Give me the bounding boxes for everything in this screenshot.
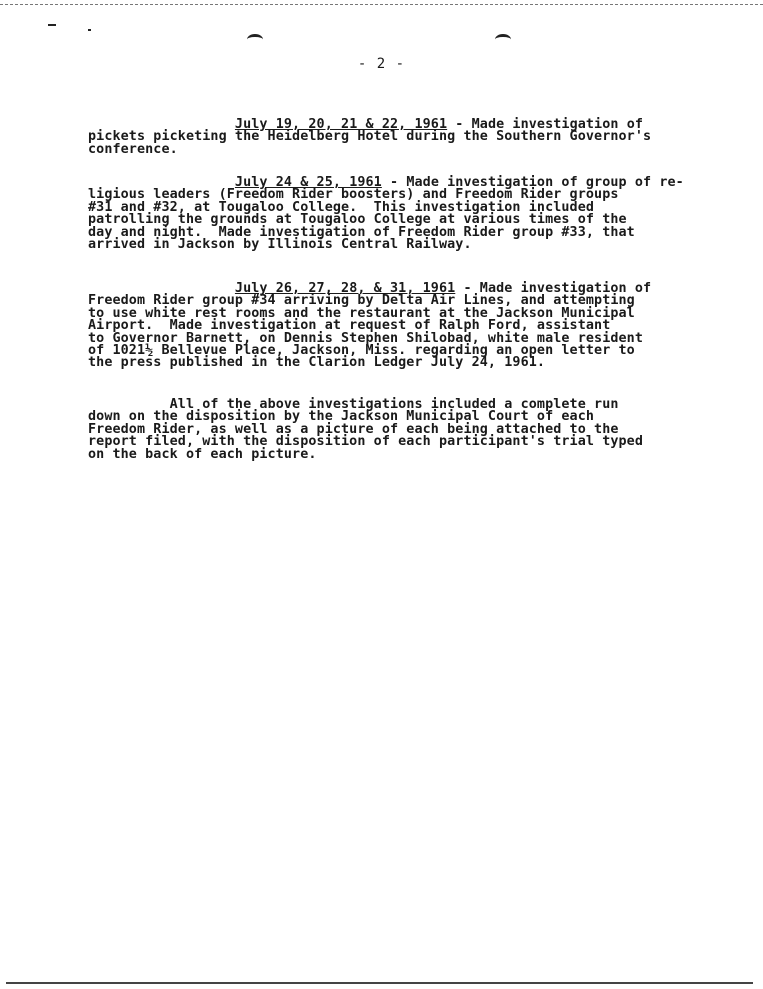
paragraph-airport bbox=[88, 283, 703, 370]
paragraph-date: July 19, 20, 21 & 22, 1961 bbox=[234, 117, 448, 132]
paragraph-date: July 24 & 25, 1961 bbox=[234, 175, 382, 190]
paragraph-body: All of the above investigations included a complete run down on the disposition by the Jackson Municipal Court of each Freedom Rider, as well as a picture of each being attached to the report filed, with the disposition of each participant's trial typed on the back of each picture. bbox=[88, 397, 644, 462]
bottom-edge-rule bbox=[6, 982, 753, 984]
paragraph-date: July 26, 27, 28, & 31, 1961 bbox=[234, 281, 456, 296]
paragraph-body: - Made investigation of Freedom Rider group #34 arriving by Delta Air Lines, and attempting to use white rest rooms and the restaurant at the Jackson Municipal Airport. Made investigation at request of Ralph Ford, assistant to Governor Barnett, on Dennis Stephen Shilobad, white male resident of 1021½ Bellevue Place, Jackson, Miss. regarding an open letter to the press published in the Clarion Ledger July 24, 1961. bbox=[88, 281, 652, 371]
paragraph-tougaloo bbox=[88, 177, 703, 251]
punch-mark-right bbox=[495, 34, 511, 45]
scan-speck bbox=[48, 24, 56, 26]
punch-mark-left bbox=[247, 34, 263, 45]
page-number: - 2 - bbox=[357, 56, 406, 72]
paragraph-heidelberg bbox=[88, 119, 703, 156]
paragraph-body: - Made investigation of pickets picketing the Heidelberg Hotel during the Southern Governor's conference. bbox=[88, 117, 652, 157]
paragraph-summary bbox=[88, 399, 703, 461]
scan-speck bbox=[88, 29, 91, 31]
top-edge-dashes bbox=[0, 4, 763, 5]
paragraph-body: - Made investigation of group of re- ligious leaders (Freedom Rider boosters) and Freedom Rider groups #31 and #32, at Tougaloo College. This investigation included patrolling the grounds at Tougaloo College at various times of the day and night. Made investigation of Freedom Rider group #33, that arrived in Jackson by Illinois Central Railway. bbox=[88, 175, 684, 253]
